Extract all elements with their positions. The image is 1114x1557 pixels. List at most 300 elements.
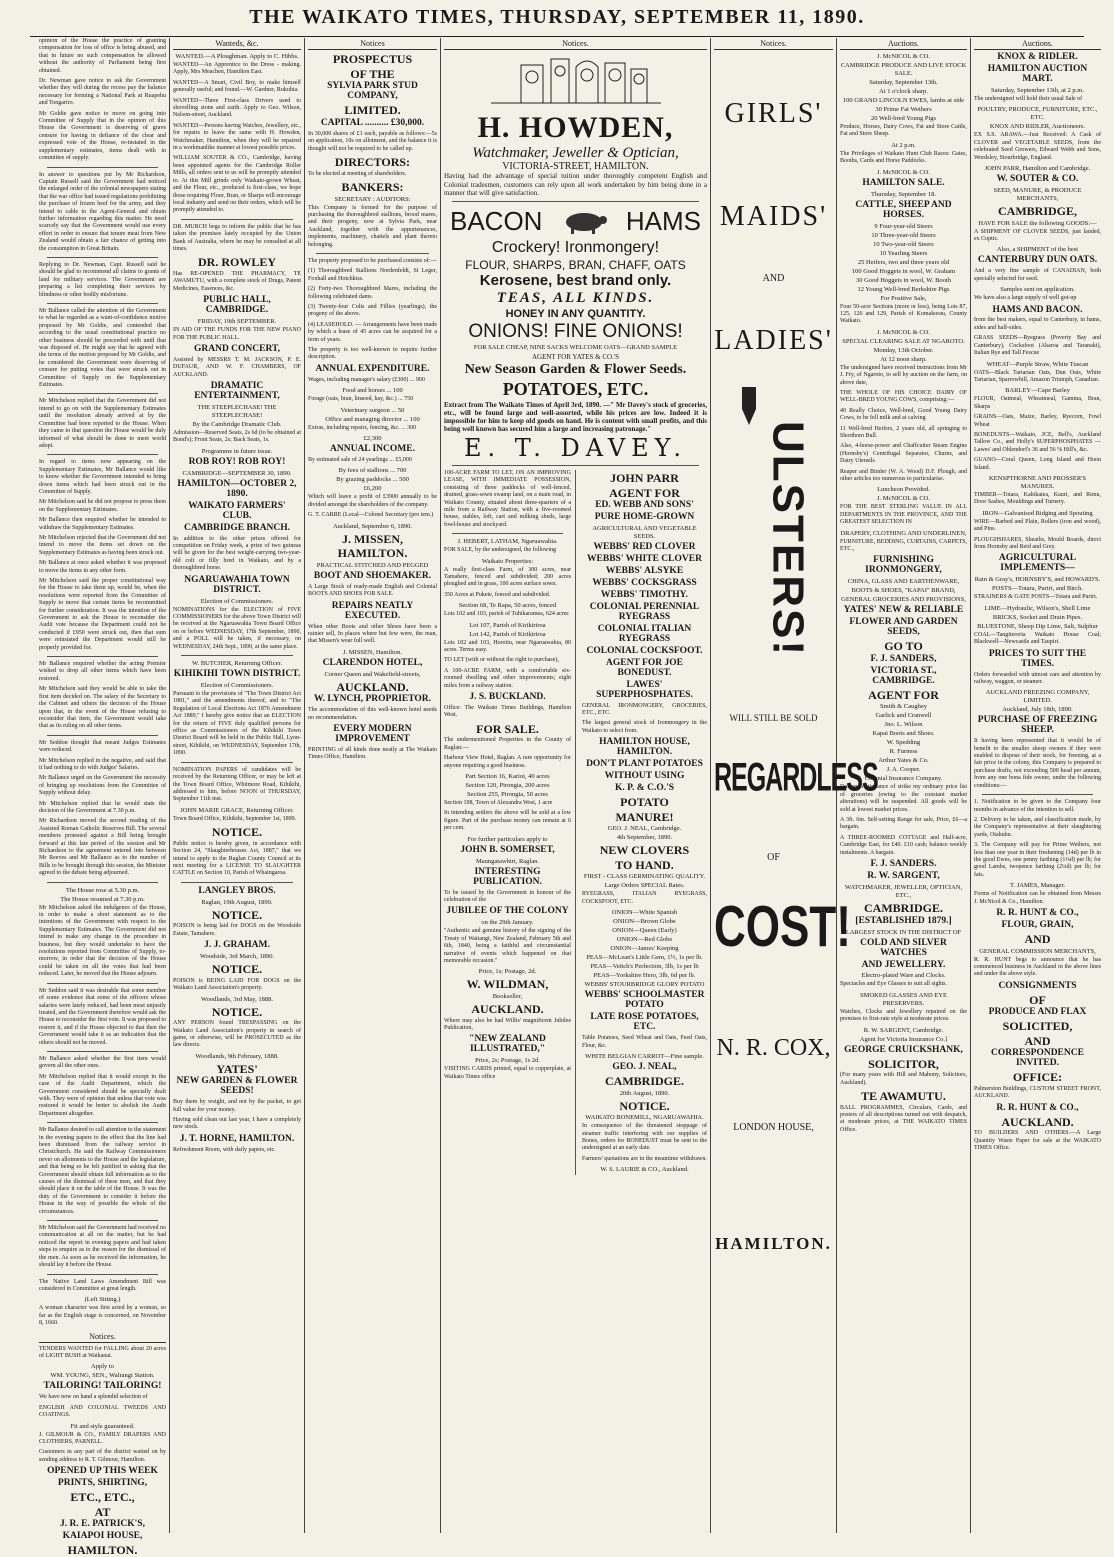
notice-line-item: By grazing paddocks ... 500 [336, 476, 409, 484]
auction-line-item: R. R. HUNT begs to announce that he has commenced business in Auckland in the above lines and under the above style. [974, 956, 1101, 978]
column-6 [837, 38, 971, 1533]
notice-line-item: To be elected at meeting of shareholders. [308, 170, 407, 177]
column-2-heading: Wanteds, &c. [173, 38, 301, 50]
wanted-line-item: WANTED—A Smart, Civil Boy, to make himself generally useful; and found.—W. Gardner, Rukuhia. [173, 79, 301, 94]
potatoes-line: POTATOES, ETC. [502, 378, 649, 399]
auction-line-item: Samples sent on application. [1000, 286, 1075, 294]
bacon-label: BACON [450, 206, 543, 237]
auction-line-item: During continuance of strike my ordinary price list of groceries (owing to the constant market alterations) will be suspended. All goods will be sold at lowest market prices. [840, 784, 967, 813]
auction-line-item: Garlick and Cranwell [875, 712, 932, 720]
auction-line-item: 100 GRAND LINCOLN EWES, lambs at side [842, 97, 965, 104]
notice-line-item: SYLVIA PARK STUD COMPANY, [327, 81, 418, 102]
notice-line-item: G. T. CARRE (Local—Colonel Secretary (pro tem.) [308, 512, 434, 519]
wanted-line-item: Town Board Office, Kihikihi, September 1st, 1890. [173, 815, 297, 822]
auction-line-item: Watches, Clocks and Jewellery repaired on the premises to first-rate style at moderate prices. [840, 1008, 967, 1023]
auction-line-item: Electro-plated Ware and Clocks. [861, 972, 946, 980]
auction-line-item: J. McNICOL & CO. [876, 328, 931, 336]
auction-line-item: W. SOUTER & CO. [996, 173, 1079, 184]
auction-line-item: AGENT FOR [868, 687, 939, 702]
auction-line-item: AND [1024, 931, 1051, 946]
clocks-illustration [451, 53, 701, 109]
auction-line-item: SMOKED GLASSES AND EYE PRESERVERS. [860, 991, 947, 1007]
seed-line-item: Large Orders SPECIAL Rates. [604, 882, 685, 890]
wanted-line-item: GRAND CONCERT, [193, 343, 281, 354]
notice-line-item: Corner Queen and Wakefield-streets, [324, 670, 421, 678]
notice-line-item: In 30,000 shares of £1 each, payable as follows:—5s on application, 10s on allotment, and the balance it is thought will not be required to be called up. [308, 130, 437, 152]
auction-line-item: BOOTS & SHOES, "KAPAI" BRAND, [851, 587, 956, 595]
report-paragraph-item: Mr Mitchelson replied that it would except in the case of the Audit Department, which the Government considered should be specially dealt with. They were of opinion that unless that vote was restored it would be better to abolish the Audit Department altogether. [39, 1073, 166, 1117]
property-line-item: AUCKLAND. [471, 1001, 544, 1016]
auction-line-item: STRAINERS & GATE POSTS—Totara and Puriri. [974, 594, 1098, 601]
property-line-item: For further particulars apply to [467, 835, 548, 843]
seed-line-item: POTATO [620, 795, 669, 810]
notice-line-item: HAMILTON. [337, 546, 408, 561]
auction-line-item: BALL PROGRAMMES, Circulars, Cards, and posters of all descriptions turned out with despatch, at moderate prices, at THE WAIKATO TIMES Office. [840, 1104, 967, 1133]
wanteds-list [173, 53, 301, 1154]
auction-line-item: 25 Heifers, two and three years old [857, 258, 950, 266]
divider [47, 167, 158, 168]
wanted-line-item: POISON is being laid for DOGS on the Woodside Estate, Tamahere. [173, 923, 301, 937]
advert-line-item: Fit and style guaranteed. [70, 1422, 135, 1430]
ulsters-block [714, 387, 833, 687]
kerosene-line: Kerosene, best brand only. [479, 272, 672, 290]
wanted-line-item: CAMBRIDGE—SEPTEMBER 30, 1890. [182, 469, 292, 477]
report-paragraph-item: Mr Seddon said it was desirable that some member of some evidence that some of the officers whose salaries were lately reduced, had been most unjustly treated, and the Government therefore would ask the House to reconsider the first vote. It was proposed to restore it, and if the House objected to that then the Government would take it as an indication that the others should not be moved. [39, 987, 166, 1046]
divider [47, 393, 158, 394]
column-3-heading: Notices [308, 38, 437, 50]
property-line-item: Section 255, Pirongia, 50 acres [467, 791, 548, 799]
report-paragraph-item: Mr Mitchelson replied that the Government did not intend to go on with the Supplementary Estimates until the resolution already arrived at by the Committee had been reported to the House. When they came to that question the House would be duly informed of what should be done to meet world adopt. [39, 398, 166, 449]
wanted-line-item: NOTICE. [211, 907, 263, 922]
auction-line-item: 12 Young Well-bred Berkshire Pigs [857, 285, 950, 293]
report-paragraph-item: Mr Ballance asked whether the first item would govern all the other ones. [39, 1055, 166, 1070]
auction-line-item: BRICKS, Socket and Drain Pipes. [992, 613, 1083, 621]
auction-line-item: Rain & Gray's, HORNSBY'S, and HOWARD'S. [974, 576, 1101, 584]
auction-line-item: Produce, Horses, Dairy Cows, Fat and Store Cattle, Fat and Store Sheep. [840, 124, 967, 138]
notice-line-item: PROSPECTUS [332, 52, 413, 66]
seed-line-item: AGENT FOR JOE BONEDUST. [606, 657, 683, 678]
auction-line-item: Luncheon Provided. [877, 486, 930, 494]
column-4 [441, 38, 711, 1533]
auction-line-item: AND JEWELLERY. [861, 959, 946, 970]
auction-line-item: HAVE FOR SALE the following GOODS:— [978, 219, 1097, 227]
auction-line-item: CAMBRIDGE PRODUCE AND LIVE STOCK SALE. [840, 62, 967, 77]
wanted-line-item: DR. ROWLEY [197, 255, 276, 270]
advert-line-item: J. GILMOUR & CO., FAMILY DRAPERS AND CLOTHIERS, PARNELL. [39, 1431, 166, 1445]
auction-line-item: A 3ft. 6in. Self-setting Range for sale, Price, £6—a bargain. [840, 817, 967, 831]
property-line-item: Section 120, Pirongia, 200 acres [465, 782, 550, 790]
auction-line-item: 100 Good Hoggets in wool, W. Graham [851, 267, 956, 275]
seed-line-item: ED. WEBB AND SONS' [595, 500, 694, 511]
london-house-line: LONDON HOUSE, [733, 1121, 814, 1133]
notice-line-item: BANKERS: [341, 179, 404, 194]
wanted-line-item: KIHIKIHI TOWN DISTRICT. [173, 669, 301, 680]
advert-line-item: AT [94, 1504, 111, 1519]
auction-line-item: GRAINS—Oats, Maize, Barley, Ryecorn, Fowl Wheat [974, 414, 1101, 428]
seed-line-item: WEBBS' COCKSGRASS [592, 577, 697, 588]
wanted-line-item: NOTICE. [211, 962, 263, 977]
wanted-line-item: ANY PERSON found TRESPASSING on the Waikato Land Association's property in search of game, or otherwise, will be PROSECUTED as the law directs. [173, 1020, 301, 1049]
notice-line-item: CAPITAL .......... £30,000. [320, 117, 425, 128]
auction-line-item: FURNITURE, BEDDING, CURTAINS, CARPETS, ETC., [840, 538, 967, 553]
property-line-item: In intending settlers the above will be sold at a low figure. Part of the purchase money can remain at 6 per cent. [444, 810, 571, 832]
auction-line-item: TE AWAMUTU. [861, 1089, 946, 1104]
auction-line-item: FLOWER AND GARDEN SEEDS, [849, 617, 958, 638]
howden-name: H. HOWDEN, [477, 111, 674, 144]
seed-line-item: K. P. & C.O.'S [614, 783, 675, 794]
auction-line-item: CORRESPONDENCE INVITED. [991, 1048, 1084, 1069]
auction-line-item: Thursday, September 18. [871, 190, 936, 198]
property-line-item: FOR SALE. [476, 721, 539, 736]
wanted-line-item: NOMINATION PAPERS of candidates will be received by the Returning Officer, or may be left at the Town Board Office, Whitmore Road, Kihikihi, addressed to him, before NOON of THURSDAY, September 11th inst. [173, 766, 301, 803]
divider [452, 465, 699, 466]
pig-icon [559, 209, 609, 235]
auction-line-item: Smith & Caughey [880, 703, 927, 711]
auction-line-item: PLOUGHSHARES, Sheaths, Mould Boards, direct from Hornsby and Reid and Grey. [974, 536, 1101, 550]
auction-line-item: OATS—Black Tartarian Oats, Dun Oats, White Tartarian, Sparrowbill, Amazon Triumph, Canadian. [974, 369, 1101, 383]
auction-line-item: CONSIGNMENTS [998, 980, 1077, 991]
property-line-item: To be issued by the Government in honour of the celebration of the [444, 889, 571, 903]
seed-line-item: MANURE! [615, 809, 674, 824]
auction-line-item: FURNISHING IRONMONGERY, [865, 555, 942, 576]
auction-line-item: And a very fine sample of CANADIAN, both specially selected for seed. [974, 268, 1101, 282]
howden-street: VICTORIA-STREET, HAMILTON. [502, 161, 649, 173]
howden-trade: Watchmaker, Jeweller & Optician, [472, 144, 679, 161]
advert-line-item: We have now on hand a splendid selection of [39, 1394, 148, 1401]
divider [316, 253, 429, 254]
notice-line-item: J. MISSEN, [341, 531, 403, 546]
divider [47, 1122, 158, 1123]
seed-line-item: PEAS—McLean's Little Gem, 1½, 1s per lb. [586, 954, 703, 962]
will-sold-line: WILL STILL BE SOLD [729, 713, 818, 724]
auction-line-item: LIME—Hydraulic, Wilson's, Shell Lime [984, 604, 1091, 612]
girls-headline: GIRLS' [724, 98, 823, 129]
column-7-heading: Auctions. [974, 38, 1101, 50]
davey-name: E. T. DAVEY. [463, 433, 688, 462]
and-label: AND [762, 272, 785, 284]
property-line-item: Office: The Waikato Times Buildings, Hamilton West. [444, 705, 571, 719]
auction-line-item: 9 Four-year-old Steers [874, 222, 933, 230]
auction-line-item: CATTLE, SHEEP AND HORSES. [855, 199, 952, 220]
wanted-line-item: Woodside, 3rd March, 1890. [199, 953, 275, 961]
advert-line-item: ENGLISH AND COLONIAL TWEEDS AND COATINGS. [39, 1404, 166, 1419]
auction-line-item: KNOX & RIDLER. [997, 52, 1078, 62]
masthead [0, 0, 1114, 38]
flour-line: FLOUR, SHARPS, BRAN, CHAFF, OATS [465, 257, 686, 272]
seed-line-item: CAMBRIDGE. [604, 1073, 684, 1088]
property-line-item: on the 29th January. [481, 919, 534, 927]
wanted-line-item: NOTICE. [211, 825, 263, 840]
auction-line-item: At 2 p.m. [891, 141, 916, 149]
property-line-item: Price, 1s; Postage, 2d. [478, 968, 537, 976]
seed-line-item: LATE ROSE POTATOES, ETC. [590, 1012, 699, 1033]
wanted-line-item: Buy them by weight, and not by the packet, to get full value for your money. [173, 1099, 301, 1113]
notice-line-item: The accommodation of this well-known hotel needs no recommendation. [308, 707, 437, 721]
auction-line-item: Spectacles and Eye Glasses to suit all sights. [840, 981, 947, 988]
divider [452, 533, 563, 534]
auction-line-item: TO BUILDERS AND OTHERS.—A Large Quantity Waste Paper for sale at the WAIKATO TIMES Office. [974, 1130, 1101, 1152]
divider [47, 257, 158, 258]
report-paragraph-item: Mr Ballance called the attention of the Government to what he regarded as a want-of-confidence motive proposed by Mr Goldie, and contended that according to the usual constitutional practice no other business should be proceeded with until that was disposed of. He might say that he agreed with the terms of the motion proposed by Mr Goldie, and he considered the Government were deserving of censure for putting votes that were struck out in Committee of Supply on the Supplementary Estimates. [39, 308, 166, 389]
divider [181, 655, 293, 656]
property-line-item: Section 198, Town of Alexandra West, 1 acre [444, 800, 553, 807]
auction-line-item: A SHIPMENT OF CLOVER SEEDS, just landed, ex Coptic. [974, 228, 1101, 242]
wanted-line-item: WANTED—An Apprentice to the Dress - making. Apply, Mrs Meachen, Hamilton East. [173, 62, 301, 76]
report-paragraph-item: Mr Goldie gave notice to move on going into Committee of Supply that in the opinion of this House the Government is deserving of grave censure for having in defiance of the clear and expressed vote of the House, re-instated in the supplementary estimates, items dealt with in committee of supply. [39, 110, 166, 162]
wanted-line-item: NEW GARDEN & FLOWER SEEDS! [176, 1076, 298, 1097]
auction-line-item: SEED, MANURE, & PRODUCE MERCHANTS, [993, 186, 1082, 202]
auction-line-item: R. W. SARGENT, Cambridge. [863, 1026, 944, 1034]
divider [47, 882, 158, 883]
wanted-line-item: JOHN MARIE GRACE, Returning Officer. [180, 806, 294, 814]
pointing-hand-icon [736, 387, 762, 427]
auction-line-item: 3. The Company will pay for Prime Wethers, not less than one year in their freshening (14d) per lb in the good Ewes, one penny farthing (1¼d) per lb; for good Lambs, twopence farthing (2¼d) per lb; for fats. [974, 842, 1101, 878]
auction-line-item: CAMBRIDGE, [997, 203, 1077, 218]
notices-list [308, 53, 437, 762]
notice-line-item: ANNUAL INCOME. [330, 444, 415, 454]
notice-line-item: PRACTICAL STITCHED AND PEGGED [316, 561, 429, 569]
notice-line-item: Office and managing director ... 100 [325, 415, 420, 423]
auction-line-item: THE WHOLE OF HIS CHOICE DAIRY OF WELL-BRED YOUNG COWS, comprising:— [840, 389, 967, 404]
divider [47, 303, 158, 304]
report-paragraph-item: Mr Mitchelson asked the indulgence of the House, in order to make a short statement as to the intentions of the Government with respect to the Supplementary Estimates. The Government did not intend to make any change in the procedure in business, but they would undertake to have the resolutions reported from Committee of Supply, to-morrow, in order that the decision of the House could be taken on all the votes that had been reduced. Later, he moved that the House adjourn. [39, 904, 166, 978]
auction-line-item: AUCKLAND. [1001, 1114, 1074, 1129]
notice-line-item: The property is too well-known to require further description. [308, 347, 437, 361]
column-2 [170, 38, 305, 1533]
auction-line-item: PRODUCE AND FLAX [988, 1007, 1087, 1018]
seed-line-item: AGRICULTURAL AND VEGETABLE SEEDS. [592, 525, 697, 541]
property-line-item: Bookseller, [492, 992, 523, 1000]
wanted-line-item: Public notice is hereby given, in accordance with Section 24, "Slaughterhouses Act, 1887," that we intend to apply to the Raglan County Council at its next meeting for a LICENSE TO SLAUGHTER CATTLE on Section 10, Parish of Whaingaroa. [173, 840, 301, 877]
seed-line-item: COLONIAL COCKSFOOT. [586, 645, 703, 656]
seed-line-item: 4th September, 1890. [616, 834, 673, 842]
auction-line-item: WATCHMAKER, JEWELLER, OPTICIAN, ETC., [844, 884, 963, 899]
column-4-right-ads [582, 470, 707, 1175]
seed-line-item: PEAS—Yorkshire Hero, 3lb, 6d per lb. [593, 972, 696, 980]
auction-line-item: WIRE—Barbed and Plain, Rollers (iron and wood), and Pins. [974, 518, 1101, 533]
auction-line-item: Agent for Victoria Insurance Co.] [859, 1035, 948, 1043]
auction-line-item: HAMILTON AUCTION MART. [987, 63, 1088, 84]
auction-line-item: WHEAT—Purple Straw, White Tuscan [986, 360, 1089, 368]
seed-line-item: ONION—Queen (Early) [612, 927, 677, 935]
report-paragraph-item: In regard to items now appearing on the Supplementary Estimates, Mr Ballance would like to know whether the Government intended to bring down items which had been struck out in the Committee of Supply. [39, 459, 166, 495]
auction-line-item: Saturday, September 13th, at 2 p.m. [991, 86, 1084, 94]
notice-line-item: When other Boots and other Shoes have been a rainier sell, In places where but few were, the man, that Missen's wear full well. [308, 623, 437, 645]
divider [452, 201, 699, 202]
of-label: OF [767, 852, 780, 864]
column-3 [305, 38, 441, 1533]
page-columns [36, 38, 1104, 1557]
column-1-ads [39, 1346, 166, 1557]
notice-line-item: (4) LEASEHOLD. — Arrangements have been made by which a lease of 45 acres can be acquired for a term of years. [308, 321, 437, 343]
notice-line-item: A Large Stock of ready-made English and Colonial BOOTS AND SHOES FOR SALE. [308, 583, 437, 598]
property-line-item: Lots 102 and 103, Horotiu, near Ngaruawahia, 80 acres. Terms easy. [444, 639, 571, 653]
notice-line-item: (3) Twenty-four Colts and Fillies (yearlings), the progeny of the above. [308, 303, 437, 318]
notice-line-item: AUCKLAND. [336, 679, 409, 694]
seed-line-item: AGENT FOR [609, 485, 680, 500]
sacks-line: FOR SALE CHEAP, NINE SACKS WELCOME OATS—GRAND SAMPLE [473, 344, 678, 352]
auction-line-item: HAMILTON SALE. [862, 177, 945, 188]
advert-line-item: PRINTS, SHIRTING, [57, 1478, 148, 1489]
auction-line-item: SOLICITOR, [868, 1056, 939, 1071]
notice-line-item: DIRECTORS: [334, 154, 411, 169]
seed-line-item: WEBBS' RED CLOVER [593, 542, 696, 553]
wanted-line-item: J. T. HORNE, HAMILTON. [179, 1133, 295, 1144]
auction-line-item: J. McNICOL & CO. [876, 168, 931, 176]
auction-line-item: (For many years with Hill and Mahony, Solicitors, Auckland). [840, 1072, 967, 1086]
wanted-line-item: Refreshment Room, with daily papers, etc. [173, 1146, 276, 1153]
auction-line-item: OF [1029, 992, 1046, 1007]
seed-line-item: HAMILTON HOUSE, HAMILTON. [599, 737, 690, 758]
auction-line-item: It having been represented that it would be of benefit to the smaller sheep owners if they were enabled to dispose of their stock, for freezing, at a fair price in the colony, this Company is prepared to purchase drafts, not exceeding 500 head per annum, from any one bona fide owner, under the following conditions:— [974, 738, 1101, 789]
auction-line-item: CANTERBURY DUN OATS. [977, 255, 1098, 266]
regardless-headline: REGARDLESS [714, 755, 878, 801]
auction-line-item: J. A. Cooper. [886, 766, 921, 774]
column-5-heading: Notices. [714, 38, 833, 50]
auction-line-item: 30 Good Hoggets in wool, W. Booth [856, 276, 951, 284]
masthead-rule [30, 36, 1084, 37]
auction-line-item: PURCHASE OF FREEZING SHEEP. [977, 715, 1098, 736]
notice-line-item: CLARENDON HOTEL, [322, 657, 423, 668]
auction-line-item: Arthur Yates & Co. [878, 757, 929, 765]
seed-line-item: JOHN PARR [610, 470, 679, 485]
auction-line-item: JOHN PARR, Hamilton and Cambridge. [984, 164, 1091, 172]
wanted-line-item: DR. MURCH begs to inform the public that he has taken the premises lately occupied by the Union Bank of Australia, where he may be consulted at all times. [173, 223, 301, 252]
divider [47, 1051, 158, 1052]
wanted-line-item: ROB ROY! ROB ROY! [188, 456, 286, 467]
seeds-line: New Season Garden & Flower Seeds. [464, 362, 687, 378]
auction-line-item: The undersigned will hold their usual Sale of [974, 95, 1083, 102]
auction-line-item: AND [1024, 1033, 1051, 1048]
notice-line-item: SECRETARY : AUDITORS: [334, 195, 411, 203]
advert-line-item: KAIAPOI HOUSE, [62, 1531, 143, 1542]
auction-line-item: J. McNICOL & CO. [876, 495, 931, 503]
auction-line-item: FLOUR, Oatmeal, Wheatmeal, Gamma, Bran, Sharps [974, 396, 1101, 410]
seed-line-item: FIRST - CLASS GERMINATING QUALITY. [583, 873, 706, 881]
crockery-line: Crockery! Ironmongery! [491, 238, 660, 256]
auction-line-item: 30 Prime Fat Wethers [875, 106, 932, 113]
auction-line-item: GENERAL GROCERIES AND PROVISIONS, [841, 596, 966, 604]
wanted-line-item: WANTED.—A Ploughman. Apply to C. Hibbs. [175, 53, 299, 60]
ladies-headline: LADIES' [714, 324, 833, 356]
auction-line-item: Saturday, September 13th. [869, 79, 938, 86]
auction-line-item: Kapai Boots and Shoes. [872, 730, 935, 738]
report-paragraph-item: A woman character was first acted by a woman, so far as the English stage is concerned, on November 8, 1660. [39, 1305, 166, 1327]
property-line-item: "NEW ZEALAND ILLUSTRATED," [469, 1034, 546, 1055]
seed-line-item: WEBBS' WHITE CLOVER [587, 554, 702, 564]
column-1 [36, 38, 170, 1557]
wanted-line-item: W. BUTCHER, Returning Officer. [192, 660, 282, 668]
auction-line-item: DRAPERY, CLOTHING AND UNDERLINEN, [840, 529, 967, 537]
divider [47, 656, 158, 657]
property-line-item: JUBILEE OF THE COLONY [446, 906, 569, 917]
report-paragraph-item: In answer to questions put by Mr Richardson, Captain Russell said the Government had noticed the enlarged order of the colonial newspapers stating that the war office had issued regulations prohibiting the purchase of frozen beef for the army, and they intend to cable to the Agent-General and obtain further information regarding this matter. He need scarcely say that the Government would use every effort in order to ensure that tenure meat from New Zealand would obtain a fair chance of getting into the consumption in Great Britain. [39, 171, 166, 252]
notice-line-item: The property proposed to be purchased consists of:— [308, 257, 437, 264]
notice-line-item: (2) Forty-two Thoroughbred Mares, including the following celebrated dams. [308, 286, 437, 300]
auction-line-item: 20 Well-bred Young Pigs [870, 115, 937, 122]
report-paragraph-item: Mr Mitchelson said the proper constitutional way for the House to take them up, would be, when the resolutions were reported from the Committee of Supply to move that certain items be recommitted for further consideration. It was the intention of the Government to ask the House to reconsider the Audit vote because the Department could not be conducted if £950 were struck out, then that sum were reinstated the Department would still be properly provided for. [39, 578, 166, 651]
seed-line-item: WITHOUT USING [604, 771, 685, 782]
property-line-item: INTERESTING PUBLICATION. [473, 866, 542, 887]
auction-line-item: GO TO [884, 639, 923, 654]
property-line-item: Maungatawhiri, Raglan. [475, 857, 539, 865]
report-paragraph-item: Mr Ballance urged on the Government the necessity of bringing up resolutions from the Committee of Supply without delay. [39, 775, 166, 797]
advert-line-item: HAMILTON. [67, 1543, 138, 1557]
maids-headline: MAIDS' [719, 201, 828, 233]
notice-line-item: By fees of stallions ... 700 [338, 467, 407, 475]
auction-line-item: FLOUR, GRAIN, [1001, 919, 1074, 930]
divider [47, 983, 158, 984]
column-5 [711, 38, 878, 1533]
seed-line-item: WHITE BELGIAN CARROT—Fine sample. [585, 1052, 704, 1060]
seed-line-item: LAWES' SUPERPHOSPHATES. [596, 679, 693, 700]
seed-line-item: WAIKATO BONEMILL, NGARUAWAHIA. [585, 1114, 704, 1122]
wanted-line-item: Raglan, 19th August, 1890. [201, 898, 273, 906]
seed-line-item: ONION—Red Globe [616, 936, 673, 944]
seed-line-item: GEO. J. NEAL, Cambridge. [607, 825, 682, 833]
wanted-line-item: Assisted by MESSRS T. M. JACKSON, P. E. DUFAUR, AND W. F. CHAMBERS, OF AUCKLAND. [173, 356, 301, 378]
advert-line-item: Apply to [91, 1363, 114, 1371]
wanted-line-item: NOMINATIONS for the ELECTION of FIVE COMMISSIONERS for the above Town District will be received at the Ngaruawahia Town Board Office on or before WEDNESDAY, 17th September, 1890, and a POLL will be taken, if necessary, on WEDNESDAY, 24th Sept., 1890, at the same place. [173, 606, 301, 650]
divider [47, 1220, 158, 1221]
auction-line-item: EX S.S. ARAWA.—Just Received: A Cask of CLOVER and VEGETABLE SEEDS, from the celebrated Seed Growers, Edward Webb and Sons, Wordsley, Stourbridge, England. [974, 132, 1101, 161]
report-paragraph-item: (Left Sitting.) [84, 1296, 121, 1304]
auction-line-item: Reaper and Binder (W. A. Wood) D.F. Plough, and other articles too numerous to particularise. [840, 468, 967, 483]
wanted-line-item: Having sold clean out last year, I have a completely new stock. [173, 1117, 301, 1131]
notice-line-item: OF THE [350, 66, 395, 81]
auction-line-item: A THREE-ROOMED COTTAGE and Half-acre, Cambridge East, for £40. £10 cash; balance weekly instalments. A bargain. [840, 834, 967, 856]
auctions-list-2 [974, 53, 1101, 1153]
wanted-line-item: CAMBRIDGE BRANCH. [183, 522, 291, 533]
auction-line-item: AGRICULTURAL IMPLEMENTS— [998, 553, 1077, 574]
auction-line-item: CHINA, GLASS AND EARTHENWARE, [847, 578, 960, 586]
seed-line-item: COLONIAL PERENNIAL RYEGRASS [589, 601, 700, 622]
auction-line-item: from the best makers, equal to Canterbury, in hams, sides and half-sides. [974, 317, 1101, 331]
report-paragraph-item: Mr Seddon thought that meant Judges Estimates were reduced. [39, 739, 166, 754]
auction-line-item: Four 50-acre Sections (more or less), being Lots 87, 125, 126 and 129, Parish of Komakorau, County Waikato. [840, 303, 967, 325]
property-line-item: 350 Acres at Pukete, fenced and subdivided. [444, 591, 551, 598]
auction-line-item: 1. Notification to be given to the Company four months in advance of the intention to sell. [974, 799, 1101, 813]
property-line-item: Where may also be had Willis' magnificent Jubilee Publication, [444, 1017, 571, 1031]
wanted-line-item: POISON is BEING LAID FOR DOGS on the Waikato Land Association's property. [173, 977, 301, 992]
report-paragraph-item: Mr Ballance then enquired whether he intended to withdraw the Supplementary Estimates. [39, 517, 166, 531]
auction-line-item: 40 Really Choice, Well-bred, Good Young Dairy Cows, to be fell milk and at calving [840, 407, 967, 422]
seed-line-item: 20th August, 1890. [619, 1089, 670, 1097]
notice-line-item: Veterinary surgeon ... 50 [340, 406, 405, 414]
property-line-item: JOHN B. SOMERSET, [460, 844, 555, 855]
auction-line-item: BONEDUSTS—Waikato, JCE, Bell's, Auckland Tallow Co., and Holly's SUPERPHOSPHATES — Lawes' and Ohlendorf's 36 and 56 % Hill's, &c. [974, 431, 1101, 453]
hams-label: HAMS [625, 206, 701, 237]
report-paragraph-item: Mr Mitchelson replied in the negative, and said that it had nothing to do with Judges' Salaries. [39, 757, 166, 771]
auction-line-item: At 1 o'clock sharp. [879, 88, 928, 95]
auction-line-item: 10 Yearling Steers [879, 249, 928, 257]
report-paragraph-item: Mr Mitchelson said the Government had received no communication at all on the matter, but he had noticed the report in evening papers and had taken steps to enquire as to the reason for the dismissal of the men. As soon as he received the information, he should lay it before the House. [39, 1225, 166, 1269]
auction-line-item: Colonial Insurance Company. [864, 775, 943, 783]
divider [47, 1274, 158, 1275]
seed-line-item: COLONIAL ITALIAN RYEGRASS [597, 623, 692, 644]
auction-line-item: GEORGE CRUICKSHANK, [844, 1044, 963, 1055]
auction-line-item: R. R. HUNT & CO., [996, 1102, 1079, 1113]
wanted-line-item: WILLIAM SOUTER & CO., Cambridge, having been appointed agents for the Cambridge Roller Mills, all orders sent to us will be promptly attended to. At this Mill grinds only Waikato-grown Wheat, and the Flour, etc., produced is first-class, we hope those requiring Flour, Bran, or Sharps will encourage local industry and send on their orders, which will be promptly attended to. [173, 155, 301, 214]
auction-line-item: IRON—Galvanised Ridging and Spouting [982, 509, 1093, 517]
auction-line-item: AUCKLAND FREEZING COMPANY, LIMITED. [985, 689, 1090, 705]
agent-line: AGENT FOR YATES & CO.'S [531, 353, 620, 362]
seed-line-item: ONION—Brown Globe [613, 918, 676, 926]
seed-line-item: Farmers' quotations are in the meantime withdrawn. [581, 1155, 707, 1162]
property-line-item: FOR SALE, by the undersigned, the following [444, 547, 556, 554]
property-line-item: A really first-class Farm, of 300 acres, near Tamahere, fenced and subdivided; 200 acres ploughed and in grass, 100 acres surface sown. [444, 566, 571, 588]
report-paragraph-item: Mr Ballance enquired whether the acting Premier wished to drop all other items which have been restored. [39, 661, 166, 682]
